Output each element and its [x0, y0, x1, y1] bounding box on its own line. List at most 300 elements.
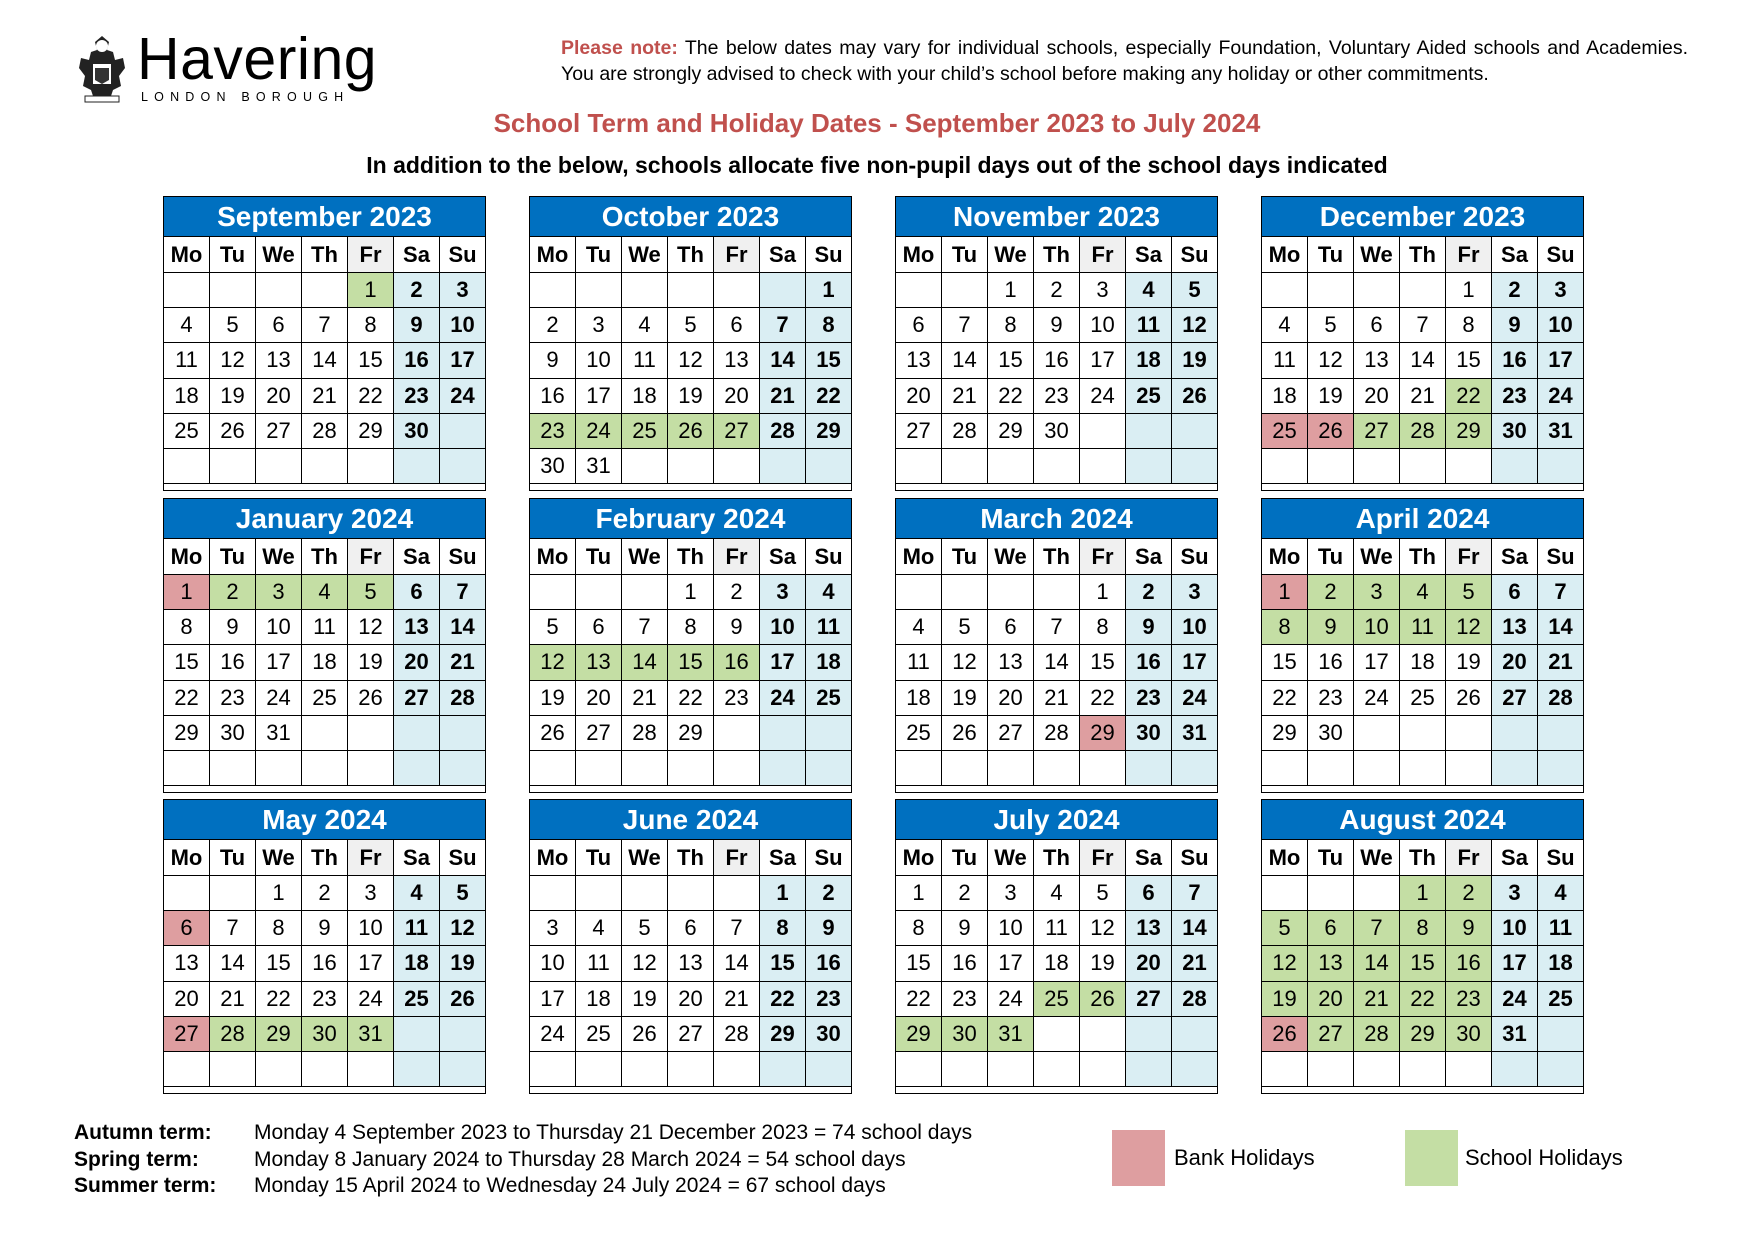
- week-row: [164, 715, 486, 750]
- weekday-header: We: [988, 237, 1034, 273]
- week-row: [1262, 575, 1584, 610]
- week-row: [896, 1051, 1218, 1086]
- weekday-header: Sa: [760, 237, 806, 273]
- day-cell: 27: [576, 715, 622, 750]
- empty-cell: [210, 273, 256, 308]
- empty-cell: [1262, 448, 1308, 483]
- legend-swatch-school-holidays: [1405, 1130, 1458, 1186]
- empty-cell: [668, 273, 714, 308]
- day-cell: 8: [896, 911, 942, 946]
- day-cell: 28: [440, 680, 486, 715]
- month-calendar: [163, 799, 486, 1094]
- school-holiday-cell: 10: [1354, 610, 1400, 645]
- week-row: [530, 308, 852, 343]
- day-cell: 3: [348, 876, 394, 911]
- weekday-header: Tu: [942, 840, 988, 876]
- school-holiday-cell: 11: [1400, 610, 1446, 645]
- day-cell: 7: [302, 308, 348, 343]
- school-holiday-cell: 21: [1354, 981, 1400, 1016]
- day-cell: 4: [576, 911, 622, 946]
- day-cell: 18: [1126, 343, 1172, 378]
- empty-cell: [1172, 1016, 1218, 1051]
- empty-cell: [1308, 1051, 1354, 1086]
- day-cell: 18: [1034, 946, 1080, 981]
- legend-label-school-holidays: School Holidays: [1465, 1145, 1623, 1170]
- month-calendar: [529, 498, 852, 793]
- week-row: [1262, 1051, 1584, 1086]
- day-cell: 28: [302, 413, 348, 448]
- empty-cell: [1262, 876, 1308, 911]
- weekday-header: Mo: [530, 840, 576, 876]
- week-row: [896, 273, 1218, 308]
- day-cell: 11: [622, 343, 668, 378]
- month-calendar: [895, 196, 1218, 491]
- week-row: [1262, 645, 1584, 680]
- day-cell: 20: [988, 680, 1034, 715]
- empty-cell: [942, 1051, 988, 1086]
- month-title: August 2024: [1261, 799, 1584, 839]
- empty-cell: [806, 715, 852, 750]
- school-holiday-cell: 9: [1446, 911, 1492, 946]
- day-cell: 7: [714, 911, 760, 946]
- day-cell: 9: [942, 911, 988, 946]
- weekday-header-row: [530, 539, 852, 575]
- month-table: [529, 236, 852, 484]
- school-holiday-cell: 23: [1446, 981, 1492, 1016]
- day-cell: 5: [1308, 308, 1354, 343]
- weekday-header: Sa: [394, 539, 440, 575]
- empty-cell: [1354, 715, 1400, 750]
- empty-cell: [530, 750, 576, 785]
- day-cell: 11: [1034, 911, 1080, 946]
- day-cell: 13: [896, 343, 942, 378]
- day-cell: 21: [760, 378, 806, 413]
- day-cell: 30: [530, 448, 576, 483]
- day-cell: 23: [1492, 378, 1538, 413]
- empty-cell: [394, 448, 440, 483]
- day-cell: 13: [256, 343, 302, 378]
- day-cell: 20: [576, 680, 622, 715]
- weekday-header: Tu: [1308, 539, 1354, 575]
- school-holiday-cell: 29: [256, 1016, 302, 1051]
- school-holiday-cell: 31: [988, 1016, 1034, 1051]
- day-cell: 13: [1354, 343, 1400, 378]
- weekday-header-row: [896, 840, 1218, 876]
- school-holiday-cell: 28: [1400, 413, 1446, 448]
- weekday-header: Su: [1172, 840, 1218, 876]
- day-cell: 30: [1492, 413, 1538, 448]
- term-label: Spring term:: [74, 1147, 199, 1171]
- day-cell: 5: [440, 876, 486, 911]
- empty-cell: [760, 750, 806, 785]
- week-row: [896, 448, 1218, 483]
- logo-name: Havering: [137, 26, 378, 92]
- day-cell: 2: [1034, 273, 1080, 308]
- empty-cell: [1262, 750, 1308, 785]
- month-table: [163, 236, 486, 484]
- school-holiday-cell: 4: [1400, 575, 1446, 610]
- weekday-header: Th: [668, 840, 714, 876]
- empty-cell: [256, 448, 302, 483]
- week-row: [896, 911, 1218, 946]
- day-cell: 11: [576, 946, 622, 981]
- day-cell: 19: [1308, 378, 1354, 413]
- coat-of-arms-icon: [73, 30, 131, 104]
- empty-cell: [942, 448, 988, 483]
- empty-cell: [530, 575, 576, 610]
- empty-cell: [256, 1051, 302, 1086]
- school-holiday-cell: 16: [714, 645, 760, 680]
- weekday-header: Su: [1538, 539, 1584, 575]
- day-cell: 21: [1034, 680, 1080, 715]
- week-row: [1262, 273, 1584, 308]
- day-cell: 22: [988, 378, 1034, 413]
- day-cell: 1: [1080, 575, 1126, 610]
- day-cell: 12: [210, 343, 256, 378]
- day-cell: 21: [622, 680, 668, 715]
- day-cell: 30: [1126, 715, 1172, 750]
- day-cell: 21: [440, 645, 486, 680]
- day-cell: 20: [394, 645, 440, 680]
- weekday-header: Tu: [1308, 237, 1354, 273]
- weekday-header: Fr: [1446, 840, 1492, 876]
- day-cell: 11: [164, 343, 210, 378]
- weekday-header: We: [988, 840, 1034, 876]
- day-cell: 27: [988, 715, 1034, 750]
- day-cell: 12: [622, 946, 668, 981]
- week-row: [896, 413, 1218, 448]
- empty-cell: [348, 448, 394, 483]
- day-cell: 26: [530, 715, 576, 750]
- day-cell: 25: [1538, 981, 1584, 1016]
- empty-cell: [1080, 1051, 1126, 1086]
- day-cell: 11: [806, 610, 852, 645]
- weekday-header: Tu: [210, 237, 256, 273]
- month-title: June 2024: [529, 799, 852, 839]
- month-calendar: [895, 799, 1218, 1094]
- day-cell: 14: [760, 343, 806, 378]
- empty-cell: [1492, 715, 1538, 750]
- day-cell: 5: [210, 308, 256, 343]
- day-cell: 23: [1034, 378, 1080, 413]
- term-text: Monday 4 September 2023 to Thursday 21 December 2023 = 74 school days: [254, 1121, 973, 1144]
- please-note: [561, 35, 1688, 87]
- school-holiday-cell: 1: [1400, 876, 1446, 911]
- day-cell: 2: [394, 273, 440, 308]
- day-cell: 12: [668, 343, 714, 378]
- day-cell: 26: [622, 1016, 668, 1051]
- day-cell: 4: [896, 610, 942, 645]
- day-cell: 3: [1492, 876, 1538, 911]
- empty-cell: [394, 750, 440, 785]
- empty-cell: [668, 1051, 714, 1086]
- day-cell: 19: [348, 645, 394, 680]
- week-row: [530, 1051, 852, 1086]
- day-cell: 11: [1262, 343, 1308, 378]
- day-cell: 5: [530, 610, 576, 645]
- week-row: [1262, 911, 1584, 946]
- weekday-header-row: [530, 840, 852, 876]
- day-cell: 22: [1262, 680, 1308, 715]
- school-holiday-cell: 13: [1308, 946, 1354, 981]
- day-cell: 20: [164, 981, 210, 1016]
- empty-cell: [1492, 1051, 1538, 1086]
- day-cell: 22: [348, 378, 394, 413]
- day-cell: 10: [1538, 308, 1584, 343]
- weekday-header: Mo: [530, 237, 576, 273]
- day-cell: 29: [1262, 715, 1308, 750]
- empty-cell: [1172, 750, 1218, 785]
- day-cell: 25: [164, 413, 210, 448]
- day-cell: 24: [348, 981, 394, 1016]
- day-cell: 16: [942, 946, 988, 981]
- day-cell: 16: [1034, 343, 1080, 378]
- day-cell: 9: [302, 911, 348, 946]
- weekday-header: Su: [806, 539, 852, 575]
- week-row: [164, 911, 486, 946]
- day-cell: 28: [622, 715, 668, 750]
- weekday-header: Sa: [1492, 539, 1538, 575]
- week-row: [1262, 680, 1584, 715]
- empty-cell: [1034, 750, 1080, 785]
- school-holiday-cell: 14: [622, 645, 668, 680]
- school-holiday-cell: 20: [1308, 981, 1354, 1016]
- day-cell: 24: [760, 680, 806, 715]
- weekday-header: Mo: [896, 840, 942, 876]
- empty-cell: [1446, 750, 1492, 785]
- day-cell: 15: [164, 645, 210, 680]
- weekday-header: Fr: [348, 237, 394, 273]
- weekday-header: We: [988, 539, 1034, 575]
- day-cell: 9: [210, 610, 256, 645]
- week-row: [1262, 448, 1584, 483]
- weekday-header: Su: [440, 840, 486, 876]
- day-cell: 26: [1172, 378, 1218, 413]
- weekday-header: Sa: [1126, 237, 1172, 273]
- day-cell: 16: [806, 946, 852, 981]
- term-text: Monday 8 January 2024 to Thursday 28 March 2024 = 54 school days: [254, 1147, 906, 1171]
- day-cell: 24: [1172, 680, 1218, 715]
- day-cell: 27: [896, 413, 942, 448]
- day-cell: 21: [210, 981, 256, 1016]
- month-title: March 2024: [895, 498, 1218, 538]
- school-holiday-cell: 26: [668, 413, 714, 448]
- day-cell: 6: [896, 308, 942, 343]
- day-cell: 26: [210, 413, 256, 448]
- day-cell: 5: [942, 610, 988, 645]
- week-row: [1262, 946, 1584, 981]
- day-cell: 19: [668, 378, 714, 413]
- day-cell: 29: [668, 715, 714, 750]
- empty-cell: [1172, 448, 1218, 483]
- day-cell: 15: [256, 946, 302, 981]
- empty-cell: [394, 715, 440, 750]
- day-cell: 15: [988, 343, 1034, 378]
- day-cell: 18: [164, 378, 210, 413]
- school-holiday-cell: 7: [1354, 911, 1400, 946]
- weekday-header: Th: [1034, 840, 1080, 876]
- school-holiday-cell: 25: [622, 413, 668, 448]
- empty-cell: [714, 1051, 760, 1086]
- empty-cell: [1400, 1051, 1446, 1086]
- day-cell: 6: [1354, 308, 1400, 343]
- day-cell: 19: [1172, 343, 1218, 378]
- day-cell: 24: [988, 981, 1034, 1016]
- school-holiday-cell: 2: [1308, 575, 1354, 610]
- empty-cell: [1538, 715, 1584, 750]
- day-cell: 8: [1446, 308, 1492, 343]
- day-cell: 12: [1308, 343, 1354, 378]
- day-cell: 18: [806, 645, 852, 680]
- empty-cell: [164, 273, 210, 308]
- term-row-spring: [74, 1147, 972, 1174]
- weekday-header: Fr: [348, 539, 394, 575]
- day-cell: 13: [714, 343, 760, 378]
- weekday-header: Th: [668, 237, 714, 273]
- empty-cell: [1354, 1051, 1400, 1086]
- day-cell: 25: [806, 680, 852, 715]
- empty-cell: [1354, 750, 1400, 785]
- month-title: September 2023: [163, 196, 486, 236]
- day-cell: 4: [1126, 273, 1172, 308]
- day-cell: 23: [1308, 680, 1354, 715]
- week-row: [164, 378, 486, 413]
- empty-cell: [348, 715, 394, 750]
- month-calendar: [1261, 498, 1584, 793]
- day-cell: 14: [1538, 610, 1584, 645]
- day-cell: 26: [1446, 680, 1492, 715]
- day-cell: 3: [530, 911, 576, 946]
- empty-cell: [440, 448, 486, 483]
- day-cell: 4: [622, 308, 668, 343]
- day-cell: 20: [1492, 645, 1538, 680]
- empty-cell: [1034, 575, 1080, 610]
- day-cell: 6: [1492, 575, 1538, 610]
- day-cell: 3: [440, 273, 486, 308]
- day-cell: 26: [348, 680, 394, 715]
- day-cell: 18: [302, 645, 348, 680]
- weekday-header: Tu: [576, 539, 622, 575]
- day-cell: 21: [302, 378, 348, 413]
- bank-holiday-cell: 29: [1080, 715, 1126, 750]
- empty-cell: [1538, 750, 1584, 785]
- empty-cell: [164, 1051, 210, 1086]
- weekday-header: Mo: [1262, 237, 1308, 273]
- day-cell: 9: [394, 308, 440, 343]
- day-cell: 4: [1538, 876, 1584, 911]
- day-cell: 11: [302, 610, 348, 645]
- empty-cell: [1172, 1051, 1218, 1086]
- day-cell: 12: [440, 911, 486, 946]
- day-cell: 16: [1308, 645, 1354, 680]
- day-cell: 19: [440, 946, 486, 981]
- day-cell: 22: [256, 981, 302, 1016]
- empty-cell: [1492, 448, 1538, 483]
- empty-cell: [622, 575, 668, 610]
- empty-cell: [302, 273, 348, 308]
- month-table: [529, 538, 852, 786]
- week-row: [896, 610, 1218, 645]
- day-cell: 16: [394, 343, 440, 378]
- empty-cell: [760, 448, 806, 483]
- day-cell: 28: [1172, 981, 1218, 1016]
- day-cell: 7: [1538, 575, 1584, 610]
- school-holiday-cell: 19: [1262, 981, 1308, 1016]
- day-cell: 20: [896, 378, 942, 413]
- day-cell: 10: [988, 911, 1034, 946]
- empty-cell: [760, 1051, 806, 1086]
- day-cell: 18: [1400, 645, 1446, 680]
- weekday-header: Tu: [210, 840, 256, 876]
- day-cell: 11: [1538, 911, 1584, 946]
- page-title: School Term and Holiday Dates - September 2023 to July 2024: [493, 108, 1261, 138]
- week-row: [1262, 610, 1584, 645]
- week-row: [1262, 343, 1584, 378]
- month-calendar: [1261, 799, 1584, 1094]
- day-cell: 8: [348, 308, 394, 343]
- day-cell: 23: [302, 981, 348, 1016]
- day-cell: 10: [440, 308, 486, 343]
- day-cell: 24: [1538, 378, 1584, 413]
- month-table: [895, 236, 1218, 484]
- legend-label-bank-holidays: Bank Holidays: [1174, 1145, 1315, 1170]
- weekday-header: Th: [1400, 840, 1446, 876]
- day-cell: 6: [256, 308, 302, 343]
- day-cell: 24: [1492, 981, 1538, 1016]
- day-cell: 7: [440, 575, 486, 610]
- day-cell: 7: [622, 610, 668, 645]
- day-cell: 19: [530, 680, 576, 715]
- weekday-header: Th: [1034, 237, 1080, 273]
- month-calendar: [1261, 196, 1584, 491]
- day-cell: 23: [714, 680, 760, 715]
- day-cell: 15: [1446, 343, 1492, 378]
- day-cell: 3: [760, 575, 806, 610]
- day-cell: 19: [1080, 946, 1126, 981]
- week-row: [530, 610, 852, 645]
- day-cell: 9: [806, 911, 852, 946]
- weekday-header: We: [1354, 237, 1400, 273]
- week-row: [1262, 1016, 1584, 1051]
- day-cell: 10: [256, 610, 302, 645]
- empty-cell: [896, 750, 942, 785]
- day-cell: 22: [806, 378, 852, 413]
- empty-cell: [622, 1051, 668, 1086]
- empty-cell: [1308, 273, 1354, 308]
- week-row: [164, 680, 486, 715]
- day-cell: 25: [1126, 378, 1172, 413]
- bank-holiday-cell: 6: [164, 911, 210, 946]
- day-cell: 3: [1080, 273, 1126, 308]
- empty-cell: [1446, 448, 1492, 483]
- week-row: [530, 946, 852, 981]
- weekday-header: Fr: [1446, 237, 1492, 273]
- empty-cell: [210, 1051, 256, 1086]
- day-cell: 13: [164, 946, 210, 981]
- empty-cell: [714, 715, 760, 750]
- day-cell: 31: [576, 448, 622, 483]
- day-cell: 19: [210, 378, 256, 413]
- empty-cell: [942, 750, 988, 785]
- empty-cell: [1126, 1016, 1172, 1051]
- day-cell: 23: [1126, 680, 1172, 715]
- empty-cell: [440, 750, 486, 785]
- day-cell: 21: [1538, 645, 1584, 680]
- weekday-header-row: [896, 539, 1218, 575]
- school-holiday-cell: 30: [1446, 1016, 1492, 1051]
- empty-cell: [1126, 750, 1172, 785]
- empty-cell: [1308, 448, 1354, 483]
